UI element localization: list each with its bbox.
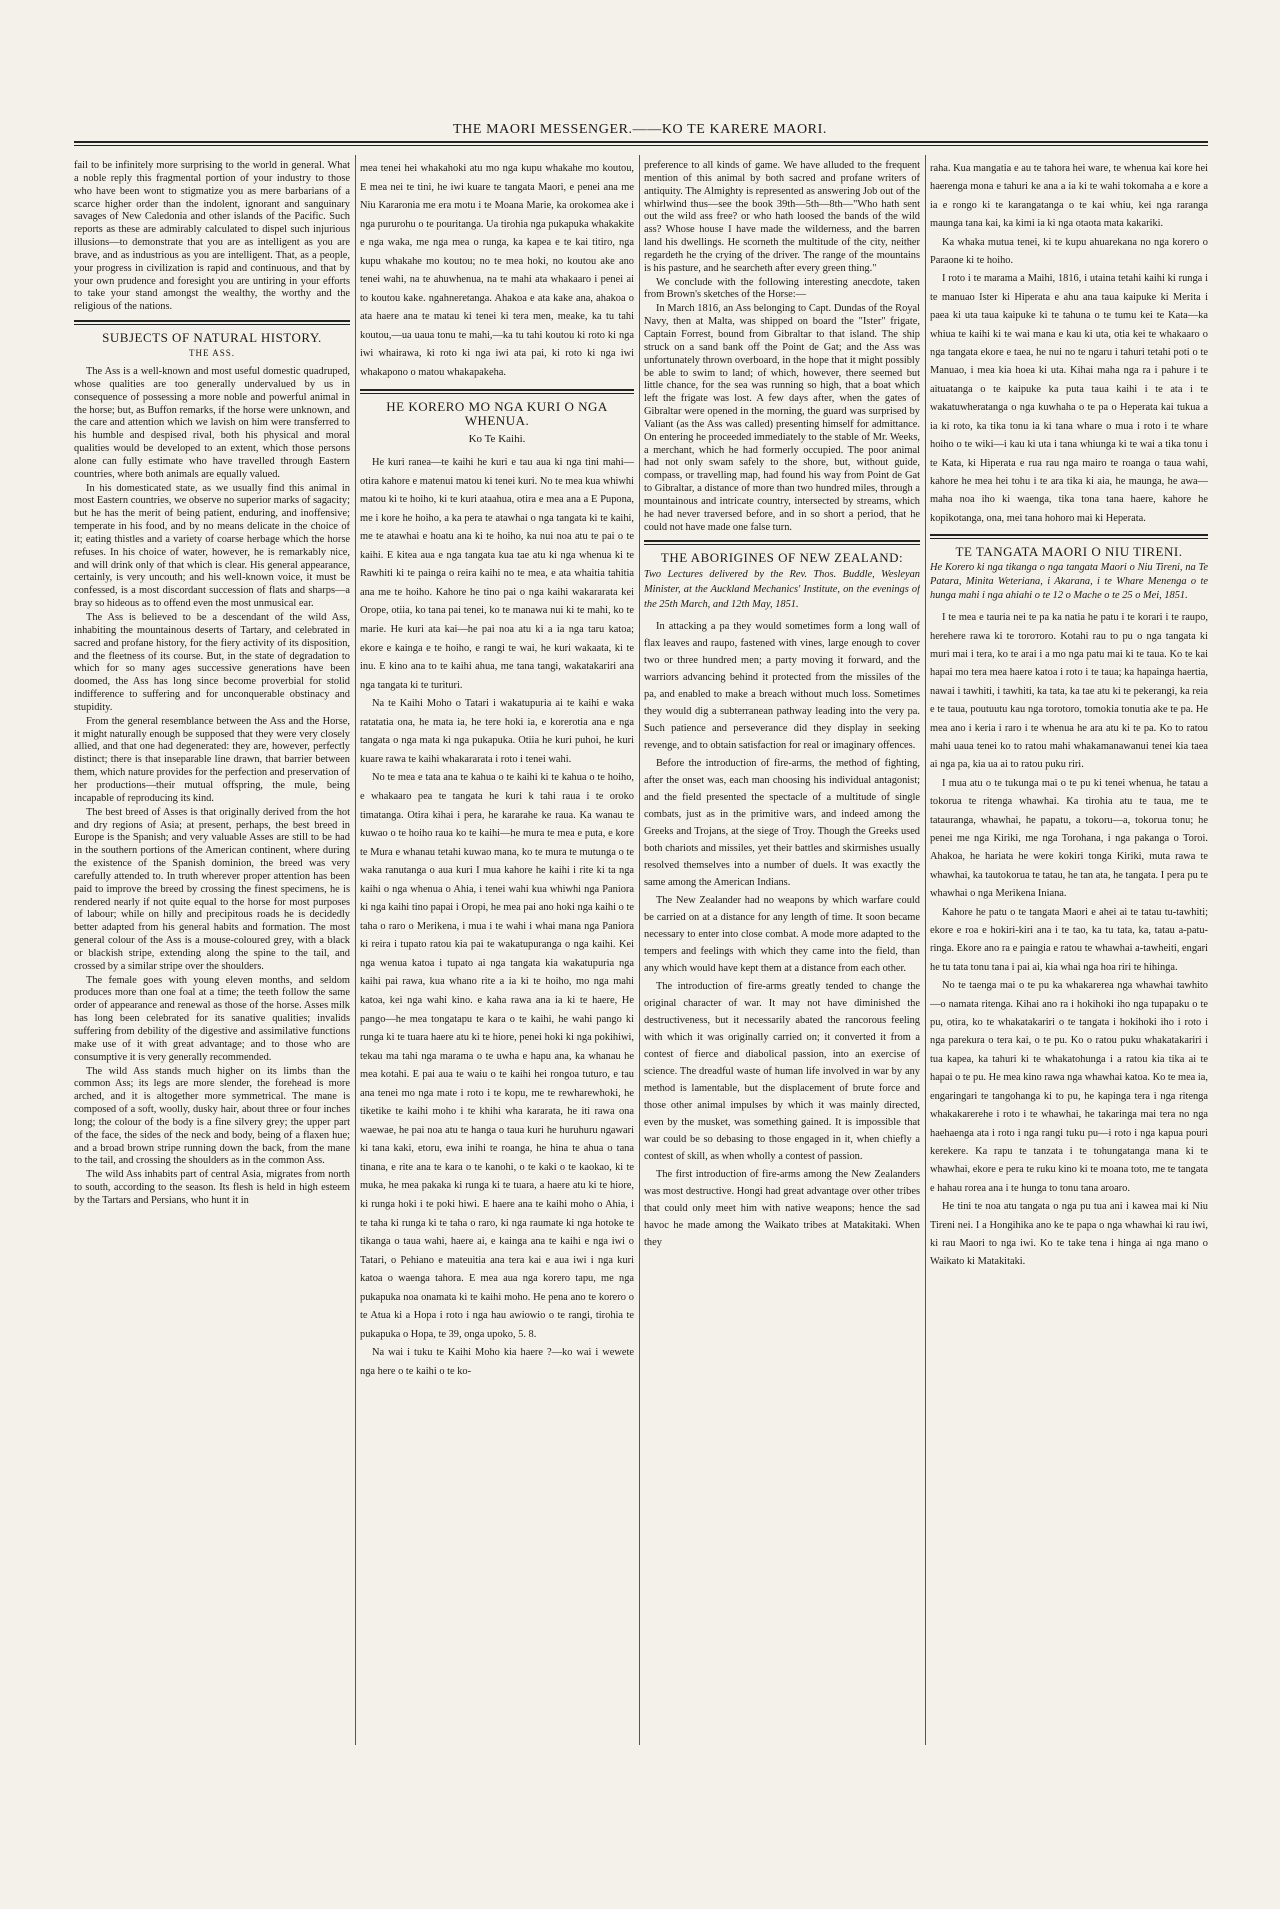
paragraph: The Ass is a well-known and most useful domestic quadruped, whose qualities are too generally undervalued by us in consequence of possessing a more noble and powerful animal in the horse; but, as Buffon remarks, if the horse were unknown, and the care and attention which we lavish on him were transferred to his humble and despised rival, both his physical and moral qualities would be developed to an extent, which those persons alone can fully estimate who have travelled through Eastern countries, where both animals are equally valued. xyxy=(74,365,350,480)
section-heading: THE ABORIGINES OF NEW ZEALAND: xyxy=(660,550,904,566)
paragraph: In March 1816, an Ass belonging to Capt. Dundas of the Royal Navy, then at Malta, was shipped on board the "Ister" frigate, Captain Forrest, bound from Gibraltar to that island. The ship struck on a sand bank off the Point de Gat; and the Ass was unfortunately thrown overboard, in the hope that it might possibly be able to swim to land; of which, however, there seemed but little chance, for the sea was running so high, that a boat which left the frigate was lost. A few days after, when the gates of Gibraltar were opened in the morning, the guard was surprised by Valiant (as the Ass was called) presenting himself for admittance. On entering he proceeded immediately to the stable of Mr. Weeks, a merchant, which he had formerly occupied. The poor animal had not only swam safely to the shore, but, without guide, compass, or travelling map, had found his way from Point de Gat to Gibraltar, a distance of more than two hundred miles, through a mountainous and intricate country, intersected by streams, which he had never traversed before, and in so short a period, that he could not have made one false turn. xyxy=(644,303,920,533)
paragraph: The New Zealander had no weapons by which warfare could be carried on at a distance for any length of time. It soon became necessary to enter into close combat. A mode more adapted to the tempers and feelings with which they came into the field, than any which would have kept them at a distance from each other. xyxy=(644,895,920,975)
column-rule xyxy=(925,155,926,1745)
column-maori-natural-history xyxy=(360,160,634,1740)
column-english-aborigines xyxy=(644,160,920,1740)
lecture-byline: He Korero ki nga tikanga o nga tangata Maori o Niu Tireni, na Te Patara, Minita Weteriana, i Akarana, i te Whare Menenga o te hunga mahi i nga ahiahi o te 12 o Mache o te 25 o Mei, 1851. xyxy=(930,562,1208,602)
paragraph: No te mea e tata ana te kahua o te kaihi ki te kahua o te hoiho, e whakaaro pea te tangata he kuri k tahi raua i te oroko timatanga. Otira kihai i pera, he kararahe ke raua. Ka wanau te kuwao o te hoiho raua ko te kaihi—he mura te mea e puta, e kore te Mura e whanau tetahi kuwao mana, ko te mura te mutunga o te waka ranutanga o aua kuri I mua kahore he kaihi i rite ki ta nga kaihi o nga whenua o Ahia, i tenei wahi kua whiwhi nga Paniora ki nga kaihi tino papai i Oropi, he mea pai ano hoki nga kaihi o te taha o raro o Merikena, i mua i te wahi i whai mana nga Paniora ki reira i tupato ratou kia pai te wakatupuranga o nga kaihi. Kei nga wenua katoa i tupato ai nga tangata kia wakatupuria nga kaihi pai rawa, kua whano rite a ia ki te hoiho, mo nga mahi katoa, kei nga wahi kino. e kaha rawa ana ia ki te haere, He pango—he mea tongatapu te kara o te kaihi, he wahi pango ki runga ki te tuara haere atu ki te hiore, penei hoki ki nga pokihiwi, tekau ma tahi nga marama o te uwha e hapu ana, ka whanau he mea kotahi. E pai aua te waiu o te kaihi hei rongoa tuturo, e tau ana tenei mo nga mate i roto i te kopu, me te rewharewhoki, he tiketike te kaihi moho i te khihi wha kararata, he iti rawa ona waewae, he pai noa atu te hanga o taua kuri he huruhuru ngawari ki tana kaki, etoru, ewa inihi te roanga, he hina te ahua o tana tinana, e rite ana te kara o te kanohi, o te kaki o te kaokao, ki te muka, he mea pakaka ki runga ki te tuara, a haere atu ki te hiore, ki runga hoki i te poki hiwi. E haere ana te kaihi moho o Ahia, i te taha ki runga ki te taha o raro, ki nga raumate ki nga hotoke te tikanga o taua wahi, haere ai, e kainga ana te kaihi e nga iwi o Tatari, o Pehiano e mateuitia ana tera kai e aua iwi i nga kuri katoa o waenga tahora. E mea aua nga korero tapu, me nga pukapuka noa onamata ki te kaihi moho. He pena ano te korero o te Atua ki a Hopa i roto i nga hau awiowio o te rangi, tirohia te pukapuka o Hopa, te 39, onga upoko, 5. 8. xyxy=(360,772,634,1340)
section-divider xyxy=(74,320,350,325)
paragraph: The best breed of Asses is that originally derived from the hot and dry regions of Asia; at present, perhaps, the best breed in Europe is the Spanish; and very valuable Asses are still to be had in the southern portions of the American continent, where during the existence of the Spanish dominion, the breed was very carefully attended to. In truth wherever proper attention has been paid to improve the breed by crossing the finest specimens, he is rendered nearly if not quite equal to the horse for most purposes of labour; while on hilly and precipitous roads he is decidedly better adapted from his general habits and formation. The most general colour of the Ass is a mouse-coloured grey, with a black or blackish stripe, extending along the spine to the tail, and crossed by a similar stripe over the shoulders. xyxy=(74,806,350,972)
masthead-rule xyxy=(74,141,1208,143)
section-divider xyxy=(644,540,920,545)
paragraph: He kuri ranea—te kaihi he kuri e tau aua ki nga tini mahi—otira kahore e matenui matou ki tenei kuri. No te mea kua whiwhi matou ki te hoiho, ki te kuri ataahua, otira e mea ana a E Pupona, me i kore he hoiho, a ka pera te atawhai o nga tangata ki te kaihi, me te atawhai e hoatu ana ki te hoiho, ka nui noa atu te pai o te kaihi. E kitea aua e nga tangata kua tae atu ki nga whenua ki te Rawhiti ki te painga o reira kaihi no te mea, e ata whaitia tahitia ana me te hoiho. Kahore he tino pai o nga kaihi wakararata kei Orope, otiia, ko tana pai tenei, ko te manawa nui ki te mahi, ko te marie. He kuri ata kai—he pai noa atu ki a ia nga taru katoa; ekore e kainga e te hoiho, e rangi te wai, he kuri wakaata, ki te inu. E kino ana to te kaihi ahua, me tana tangi, wakatakariri ana nga tangata ki te turituri. xyxy=(360,457,634,691)
paragraph: The wild Ass inhabits part of central Asia, migrates from north to south, according to the season. Its flesh is held in high esteem by the Tartars and Persians, who hunt it in xyxy=(74,1169,350,1206)
paragraph: Ka whaka mutua tenei, ki te kupu ahuarekana no nga korero o Paraone ki te hoiho. xyxy=(930,236,1208,267)
paragraph: In attacking a pa they would sometimes form a long wall of flax leaves and raupo, fastened with vines, large enough to cover two or three hundred men; a party moving it forward, and the warriors advancing behind it protected from the missiles of the pa, and enabled to make a breach without much loss. Sometimes they would dig a subterranean pathway leading into the very pa. Such patience and perseverance did they display in seeking revenge, and to obtain satisfaction for real or imaginary offences. xyxy=(644,621,920,752)
section-subheading: Ko Te Kaihi. xyxy=(468,432,526,445)
section-heading: SUBJECTS OF NATURAL HISTORY. xyxy=(102,330,322,346)
paragraph: fail to be infinitely more surprising to the world in general. What a noble reply this fragmental portion of your industry to those who have been wont to stigmatize you as mere barbarians of a scarce higher order than the indolent, ignorant and sanguinary savages of New Caledonia and other islands of the Pacific. Such reports as these are admirably calculated to dispel such injurious illusions—to demonstrate that you are as intelligent as you are brave, and as industrious as you are intelligent. That, as a people, your progress in civilization is rapid and continuous, and that by your own prudence and foresight you are untiring in your efforts to take your stand amongst the wealthy, the worthy and the religious of the nations. xyxy=(74,160,350,313)
paragraph: The wild Ass stands much higher on its limbs than the common Ass; its legs are more slender, the forehead is more arched, and it is altogether more symmetrical. The mane is composed of a soft, woolly, dusky hair, about three or four inches long; the colour of the body is a fine silvery grey; the upper part of the face, the sides of the neck and body, being of a flaxen hue; and a broad brown stripe running down the back, from the mane to the tail, and crossing the shoulders as in the common Ass. xyxy=(74,1065,350,1167)
paragraph: preference to all kinds of game. We have alluded to the frequent mention of this animal by both sacred and profane writers of antiquity. The Almighty is represented as answering Job out of the whirlwind thus—see the book 39th—5th—8th—"Who hath sent out the wild ass free? or who hath loosed the bands of the wild ass? Whose house I have made the wilderness, and the barren land his dwellings. He scorneth the multitude of the city, neither regardeth he the crying of the driver. The range of the mountains is his pasture, and he searcheth after every green thing." xyxy=(644,160,920,274)
column-rule xyxy=(639,155,640,1745)
paragraph: I mua atu o te tukunga mai o te pu ki tenei whenua, he tatau a tokorua te ritenga whawhai. Ka tirohia atu te taua, me te tatauranga, whawhai, he papatu, a tokoru—a, tokorua tonu; he penei me nga Kiriki, me nga Torohana, i nga pakanga o Toroi. Ahakoa, he hariata he were kokiri tonga Kiriki, muta rawa te whawhai, ka tautokorua te tatau, he tan ata, he tangata. I pera pu te whawhai o nga Merikena Iniana. xyxy=(930,777,1208,900)
masthead-rule-thin xyxy=(74,145,1208,146)
column-english-natural-history xyxy=(74,160,350,1740)
section-subheading: THE ASS. xyxy=(188,348,235,359)
section-heading: HE KORERO MO NGA KURI O NGA WHENUA. xyxy=(386,398,608,428)
column-maori-aborigines xyxy=(930,160,1208,1740)
paragraph: mea tenei hei whakahoki atu mo nga kupu whakahe mo koutou, E mea nei te tini, he iwi kuare te tangata Maori, e penei ana me Niu Kararonia me era motu i te Moana Marie, ka orokomea ake i nga pururohu o te pouritanga. Ua tirohia nga pukapuka whakakite e nga waka, me nga mea o runga, ka kapea e te kai titiro, nga kupu whakahe mo koutou; no te mea hoki, no koutou ake ano tenei wahi, na te ahuwhenua, na te mahi ata whakaaro i penei ai to koutou kake. ngahneretanga. Ahakoa e ata kake ana, ahakoa o ata haere ana te matau ki tenei ki tera men, meake, ka tu tahi koutou,—ua uaua tonu te mahi,—ka tu tahi koutou ki roto ki nga iwi whairawa, ki roto ki nga iwi ata pai, ki roto ki nga iwi whakapono o matou whakapakeha. xyxy=(360,163,634,379)
paragraph: The introduction of fire-arms greatly tended to change the original character of war. It may not have diminished the destructiveness, but it necessarily abated the rancorous feeling with which it was originally carried on; it converted it from a contest of fierce and diabolical passion, into an exercise of science. The dreadful waste of human life involved in war by any method is lamentable, but the displacement of brute force and those other animal impulses by which it was mainly directed, even by the musket, was something gained. It is impossible that war could be so debasing to those engaged in it, when chiefly a contest of skill, as when wholly a contest of passion. xyxy=(644,981,920,1163)
section-heading: TE TANGATA MAORI O NIU TIRENI. xyxy=(955,544,1183,560)
paragraph: I te mea e tauria nei te pa ka natia he patu i te korari i te raupo, herehere rawa ki te toroтоro. Kotahi rau to pu o nga tangata ki muri mai i tera, ko te arai i a mo nga patu mai ki te taua. Ko te kai hapai mo tera mea haere katoa i roto i te taua; ka hapainga haertia, nawai i tawhiti, i tawhiti, ka tata, ka tae atu ki te pekerangi, ka reia e te taua, poutuutu kau nga torotoro, tomokia tonutia ake te pa. He mea ano i keria i raro i te whenua he ara atu ki te pa. Ko to ratou mahi uaua tenei ko to ratou mahi whakamanawanui tenei kia taea ai nga pa, kia ua ai to ratou puku riri. xyxy=(930,612,1208,771)
paragraph: I roto i te marama a Maihi, 1816, i utaina tetahi kaihi ki runga i te manuao Ister ki Hiperata e ahu ana taua kaipuke ki Merita i paea ki uta taua kaipuke ki te tahuna o te tumu kei te Kata—ka whiua te kaihi ki te wai mana e kau ki uta, otia kei te whakaaro o nga tangata ekore e taea, he nui no te ngaru i tahuri tetahi poti o te Manuao, i mea kia hoea ki uta. Kihai maha nga ra i pahure i te aituatanga o te kaipuke ka puta taua kaihi i te ata i te wakatuwheratanga o nga kuwhaha o te pa o Heperata kai tukua a ia ki roto, ka tika tonu ia ki tana whare o mua i roto i te whare hoiho o te wiki—i kau ki uta i tana whiunga ki te wai a tika tonu i te Kata, ki Hiperata e rua rau nga mairo te roanga o taua wahi, kahore he mea hei tohu i te ara tika ki aia, he maunga, he awa—maha noa iho ki waenga, tika tona tana haere, kahore he kopikotanga, ona, mei tana hohoro mai ki Heperata. xyxy=(930,273,1208,524)
section-divider xyxy=(930,534,1208,539)
paragraph: We conclude with the following interesting anecdote, taken from Brown's sketches of the Horse:— xyxy=(644,276,920,301)
paragraph: The Ass is believed to be a descendant of the wild Ass, inhabiting the mountainous deserts of Tartary, and celebrated in sacred and profane history, for the fiery activity of its disposition, and the fleetness of its course. But, in the state of degradation to which for so many ages successive generations have been doomed, the Ass has long since become proverbial for stolid indifference to suffering and for unconquerable obstinacy and stupidity. xyxy=(74,612,350,713)
lecture-byline: Two Lectures delivered by the Rev. Thos. Buddle, Wesleyan Minister, at the Auckland Mechanics' Institute, on the evenings of the 25th March, and 12th May, 1851. xyxy=(644,569,920,611)
section-divider xyxy=(360,389,634,394)
paragraph: No te taenga mai o te pu ka whakarerea nga whawhai tawhito—o namata ritenga. Kihai ano ra i hokihoki iho nga tupapaku o te pu, otira, ko te whakatakariri o te tangata i hokihoki iho i roto i nga parekura o tera kai, o te pu. Ko o ratou puku whakatakariri i tua kapea, ka tahuri ki te whakatohunga i a ratou kia tika ai te hapai o te pu. He mea kino rawa nga whawhai katoa. Ko te mea ia, engaringari te tangohanga ki to pu, he kapinga tera i nga ritenga whakakarerehe i roto i te whawhai, he takaringa mai tera no nga haehaenga ata i roto i nga rangi tuku pu—i roto i nga kapua pouri kerekere. Ka rapu te tanzata i te tohungatanga mana ki te whawhai, ekore e pera te ruku kino ki te moana toto, me te tangata e hahau rorea ana i te hunga to tonu tana aroaro. xyxy=(930,980,1208,1194)
paragraph: raha. Kua mangatia e au te tahora hei ware, te whenua kai kore hei haerenga mona e tahuri ke ana a ia ki te wahi tokomaha a e kore a ia e rongo ki te karangatanga o te kai whiu, kei nga raranga maunga tana kai, ka kimi ia ki nga otaota mata kakariki. xyxy=(930,163,1208,230)
column-rule xyxy=(355,155,356,1745)
paragraph: Na te Kaihi Moho o Tatari i wakatupuria ai te kaihi e waka ratatatia ona, he mata ia, he tere hoki ia, e korerotia ana e nga tangata o nga mata ki nga pukapuka. Otiia he kuri puhoi, he kuri kuare rawa te kaihi whakararata i roto i tenei wahi. xyxy=(360,698,634,765)
paragraph: Before the introduction of fire-arms, the method of fighting, after the onset was, each man choosing his individual antagonist; and the field presented the spectacle of a multitude of single combats, just as in the primitive wars, and indeed among the Greeks and Trojans, at the siege of Troy. Though the Greeks used both chariots and missiles, yet their battles and skirmishes usually resolved themselves into a number of duels. It was exactly the same among the American Indians. xyxy=(644,758,920,889)
masthead: THE MAORI MESSENGER.——KO TE KARERE MAORI. xyxy=(453,122,827,137)
paragraph: He tini te noa atu tangata o nga pu tua ani i kawea mai ki Niu Tireni nei. I a Hongihika ano ke te papa o nga whawhai ki rau iwi, ki rau Maori to nga iwi. Ko te take tena i hinga ai nga mano o Waikato ki Matakitaki. xyxy=(930,1201,1208,1268)
paragraph: Kahore he patu o te tangata Maori e ahei ai te tatau tu-tawhiti; ekore e roa e hokiri-kiri ana i te tao, ka tu tata, ka, tatau a-patu-ringa. Ekore ano ra e paingia e ratou te whawhai a-tawheiti, engari he tu tata tonu tana i pai ai, kia whai nga hoa riri te hihinga. xyxy=(930,906,1208,973)
paragraph: The first introduction of fire-arms among the New Zealanders was most destructive. Hongi had great advantage over other tribes that could only meet him with native weapons; hence the sad havoc he made among the Waikato tribes at Matakitaki. When they xyxy=(644,1169,920,1249)
paragraph: In his domesticated state, as we usually find this animal in most Eastern countries, we observe no superior marks of sagacity; but he has the merit of being patient, enduring, and inoffensive; temperate in his food, and by no means delicate in the choice of it; eating thistles and a variety of coarse herbage which the horse refuses. In his choice of water, however, he is remarkably nice, and will drink only of that which is clear. His general appearance, certainly, is very uncouth; and his well-known voice, it must be confessed, is a most discordant succession of flats and sharps—a bray so hideous as to offend even the most unmusical ear. xyxy=(74,482,350,610)
paragraph: The female goes with young eleven months, and seldom produces more than one foal at a time; the teeth follow the same order of appearance and renewal as those of the horse. Asses milk has long been celebrated for its sanative qualities; invalids suffering from debility of the digestive and assimilative functions make use of it with great advantage; and to those who are consumptive it is very generally recommended. xyxy=(74,974,350,1063)
paragraph: From the general resemblance between the Ass and the Horse, it might naturally enough be supposed that they were very closely allied, and that one had degenerated: they are, however, perfectly distinct; there is that inseparable line drawn, that barrier between them, which nature provides for the perfection and preservation of her productions—their mutual offspring, the mule, being incapable of reproducing its kind. xyxy=(74,715,350,804)
paragraph: Na wai i tuku te Kaihi Moho kia haere ?—ko wai i wewete nga here o te kaihi o te ko- xyxy=(360,1347,634,1377)
